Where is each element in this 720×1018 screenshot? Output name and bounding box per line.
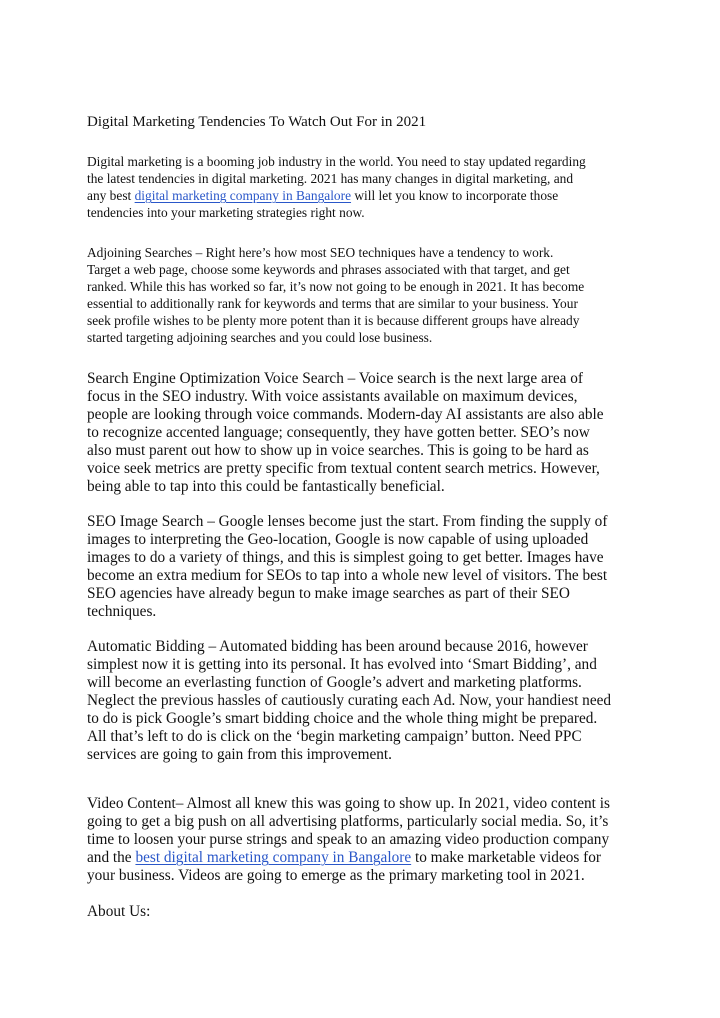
video-line-4-before: and the	[87, 849, 136, 866]
intro-line-1: Digital marketing is a booming job industry in the world. You need to stay updated regarding	[87, 154, 586, 169]
bidding-line: to do is pick Google’s smart bidding choice and the whole thing might be prepared.	[87, 710, 598, 727]
voice-line: to recognize accented language; consequently, they have gotten better. SEO’s now	[87, 424, 590, 441]
image-search-line: SEO Image Search – Google lenses become just the start. From finding the supply of	[87, 513, 608, 530]
bidding-line: services are going to gain from this improvement.	[87, 746, 393, 763]
video-line-3: time to loosen your purse strings and speak to an amazing video production company	[87, 831, 610, 848]
video-line-2: going to get a big push on all advertising platforms, particularly social media. So, it’s	[87, 813, 609, 830]
voice-line: Search Engine Optimization Voice Search – Voice search is the next large area of	[87, 370, 583, 387]
voice-line: voice seek metrics are pretty specific from textual content search metrics. However,	[87, 460, 600, 477]
adjoining-line: Target a web page, choose some keywords and phrases associated with that target, and get	[87, 262, 570, 277]
video-line-1: Video Content– Almost all knew this was going to show up. In 2021, video content is	[87, 795, 610, 812]
image-search-line: images to interpreting the Geo-location, Google is now capable of using uploaded	[87, 531, 589, 548]
about-us-label: About Us:	[87, 903, 151, 920]
image-search-line: images to do a variety of things, and this is simplest going to get better. Images have	[87, 549, 604, 566]
bidding-line: Automatic Bidding – Automated bidding has been around because 2016, however	[87, 638, 588, 655]
intro-line-4: tendencies into your marketing strategies right now.	[87, 205, 365, 220]
intro-line-3-after: will let you know to incorporate those	[351, 188, 559, 203]
voice-line: also must parent out how to show up in voice searches. This is going to be hard as	[87, 442, 589, 459]
voice-search-paragraph	[87, 370, 647, 496]
video-line-4	[87, 849, 647, 867]
intro-line-3	[87, 187, 647, 204]
image-search-line: SEO agencies have already begun to make image searches as part of their SEO	[87, 585, 570, 602]
digital-marketing-company-link[interactable]: digital marketing company in Bangalore	[134, 188, 352, 203]
automatic-bidding-paragraph	[87, 638, 647, 764]
voice-line: being able to tap into this could be fantastically beneficial.	[87, 478, 445, 495]
video-content-paragraph	[87, 795, 647, 885]
document-title: Digital Marketing Tendencies To Watch Out For in 2021	[87, 114, 427, 130]
video-line-4-after: to make marketable videos for	[411, 849, 602, 866]
intro-line-3-before: any best	[87, 188, 135, 203]
bidding-line: simplest now it is getting into its personal. It has evolved into ‘Smart Bidding’, and	[87, 656, 597, 673]
intro-line-2: the latest tendencies in digital marketing. 2021 has many changes in digital marketing, and	[87, 171, 574, 186]
adjoining-line: seek profile wishes to be plenty more potent than it is because different groups have already	[87, 313, 580, 328]
bidding-line: will become an everlasting function of Google’s advert and marketing platforms.	[87, 674, 582, 691]
adjoining-line: Adjoining Searches – Right here’s how most SEO techniques have a tendency to work.	[87, 245, 554, 260]
image-search-paragraph	[87, 513, 647, 621]
voice-line: focus in the SEO industry. With voice assistants available on maximum devices,	[87, 388, 578, 405]
best-digital-marketing-company-link[interactable]: best digital marketing company in Bangalore	[135, 849, 412, 866]
image-search-line: become an extra medium for SEOs to tap into a whole new level of visitors. The best	[87, 567, 608, 584]
about-us-heading	[87, 903, 647, 921]
adjoining-line: started targeting adjoining searches and you could lose business.	[87, 330, 433, 345]
bidding-line: All that’s left to do is click on the ‘begin marketing campaign’ button. Need PPC	[87, 728, 582, 745]
adjoining-line: ranked. While this has worked so far, it’s now not going to be enough in 2021. It has become	[87, 279, 585, 294]
adjoining-searches-paragraph	[87, 244, 647, 346]
voice-line: people are looking through voice commands. Modern-day AI assistants are also able	[87, 406, 604, 423]
adjoining-line: essential to additionally rank for keywords and terms that are similar to your business. Your	[87, 296, 578, 311]
intro-paragraph	[87, 153, 647, 221]
bidding-line: Neglect the previous hassles of cautiously curating each Ad. Now, your handiest need	[87, 692, 612, 709]
image-search-line: techniques.	[87, 603, 157, 620]
video-line-5: your business. Videos are going to emerge as the primary marketing tool in 2021.	[87, 867, 585, 884]
